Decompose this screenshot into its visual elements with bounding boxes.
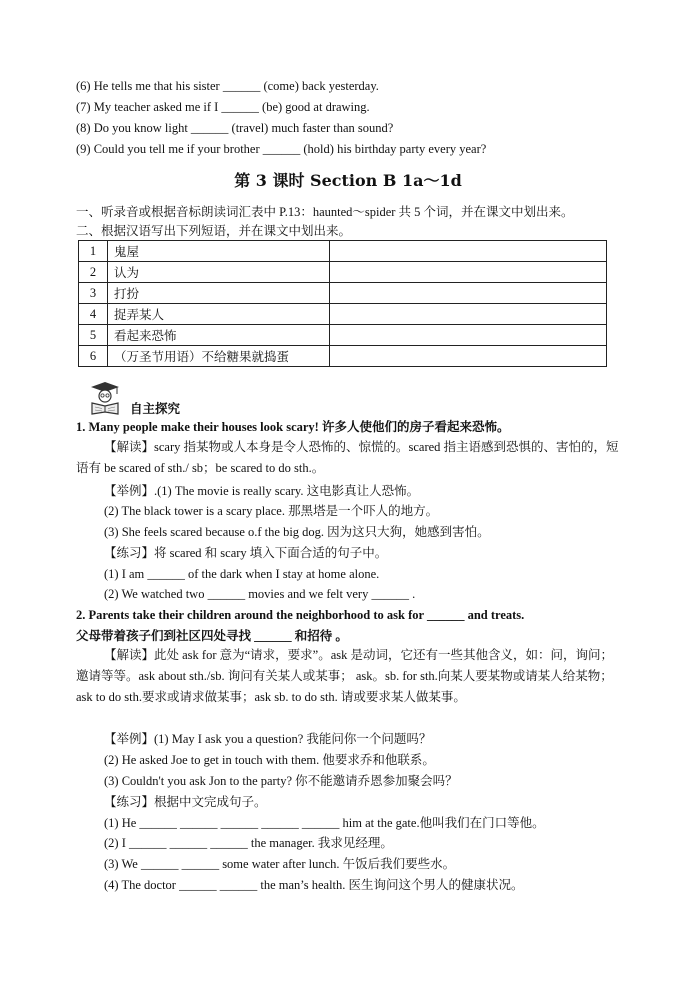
- row-answer-blank[interactable]: [330, 283, 607, 304]
- row-answer-blank[interactable]: [330, 241, 607, 262]
- row-chinese: 捉弄某人: [108, 304, 330, 325]
- point1-explain: 【解读】scary 指某物或人本身是令人恐怖的、惊慌的。scared 指主语感到恐惧的、害怕的，短语有 be scared of sth./ sb；be scared to do sth.。: [76, 440, 619, 475]
- exercise-7: (7) My teacher asked me if I ______ (be) good at drawing.: [76, 100, 370, 114]
- row-number: 4: [79, 304, 108, 325]
- lesson-title: 第 3 课时 Section B 1a～1d: [234, 171, 462, 190]
- exercise-6: (6) He tells me that his sister ______ (come) back yesterday.: [76, 79, 379, 93]
- point2-explain: 【解读】此处 ask for 意为“请求，要求”。ask 是动词，它还有一些其他含义，如：问，询问；邀请等等。ask about sth./sb. 询问有关某人或某事； ask。sb. for sth.向某人要某物或请某人给某物；ask to do sth.要求或请求做某事；ask sb. to do sth. 请或要求某人做某事。: [76, 648, 613, 704]
- row-answer-blank[interactable]: [330, 262, 607, 283]
- self-study-heading: 自主探究: [130, 402, 181, 416]
- point2-practice-3: (3) We ______ ______ some water after lunch. 午饭后我们要些水。: [104, 857, 456, 871]
- row-chinese: 看起来恐怖: [108, 325, 330, 346]
- point2-practice-1: (1) He ______ ______ ______ ______ ______ him at the gate.他叫我们在门口等他。: [104, 816, 545, 830]
- row-number: 3: [79, 283, 108, 304]
- exercise-9: (9) Could you tell me if your brother ______ (hold) his birthday party every year?: [76, 142, 487, 156]
- point2-practice-2: (2) I ______ ______ ______ the manager. 我求见经理。: [104, 836, 393, 850]
- student-reading-icon: [88, 381, 122, 415]
- table-row: [79, 325, 607, 346]
- point1-sentence: 1. Many people make their houses look scary! 许多人使他们的房子看起来恐怖。: [76, 420, 510, 434]
- point2-example-2: (2) He asked Joe to get in touch with them. 他要求乔和他联系。: [104, 753, 435, 767]
- point1-practice-title: 【练习】将 scared 和 scary 填入下面合适的句子中。: [104, 546, 388, 560]
- table-row: [79, 346, 607, 367]
- row-answer-blank[interactable]: [330, 346, 607, 367]
- table-row: [79, 262, 607, 283]
- row-chinese: 打扮: [108, 283, 330, 304]
- row-answer-blank[interactable]: [330, 304, 607, 325]
- instruction-2: 二、根据汉语写出下列短语，并在课文中划出来。: [76, 224, 352, 238]
- row-chinese: 鬼屋: [108, 241, 330, 262]
- row-chinese: （万圣节用语）不给糖果就捣蛋: [108, 346, 330, 367]
- table-row: [79, 241, 607, 262]
- point1-practice-1: (1) I am ______ of the dark when I stay at home alone.: [104, 567, 380, 581]
- row-number: 1: [79, 241, 108, 262]
- point2-sentence-cn: 父母带着孩子们到社区四处寻找 ______ 和招待 。: [76, 629, 348, 643]
- row-number: 6: [79, 346, 108, 367]
- row-answer-blank[interactable]: [330, 325, 607, 346]
- point2-example-3: (3) Couldn't you ask Jon to the party? 你不能邀请乔恩参加聚会吗？: [104, 774, 458, 788]
- point1-practice-2: (2) We watched two ______ movies and we felt very ______ .: [104, 587, 416, 601]
- instruction-1: 一、听录音或根据音标朗读词汇表中 P.13：haunted～spider 共 5 个词，并在课文中划出来。: [76, 205, 574, 219]
- phrase-table: [78, 240, 607, 367]
- row-number: 5: [79, 325, 108, 346]
- row-chinese: 认为: [108, 262, 330, 283]
- point2-practice-4: (4) The doctor ______ ______ the man’s health. 医生询问这个男人的健康状况。: [104, 878, 524, 892]
- point2-sentence-en: 2. Parents take their children around the neighborhood to ask for ______ and treats.: [76, 608, 525, 622]
- table-row: [79, 283, 607, 304]
- row-number: 2: [79, 262, 108, 283]
- point1-example-3: (3) She feels scared because o.f the big dog. 因为这只大狗，她感到害怕。: [104, 525, 490, 539]
- point1-example-1: 【举例】.(1) The movie is really scary. 这电影真让人恐怖。: [104, 484, 420, 498]
- exercise-8: (8) Do you know light ______ (travel) much faster than sound?: [76, 121, 394, 135]
- point1-example-2: (2) The black tower is a scary place. 那黑塔是一个吓人的地方。: [104, 504, 439, 518]
- point2-practice-title: 【练习】根据中文完成句子。: [104, 795, 267, 809]
- point2-example-1: 【举例】(1) May I ask you a question? 我能问你一个问题吗？: [104, 732, 432, 746]
- table-row: [79, 304, 607, 325]
